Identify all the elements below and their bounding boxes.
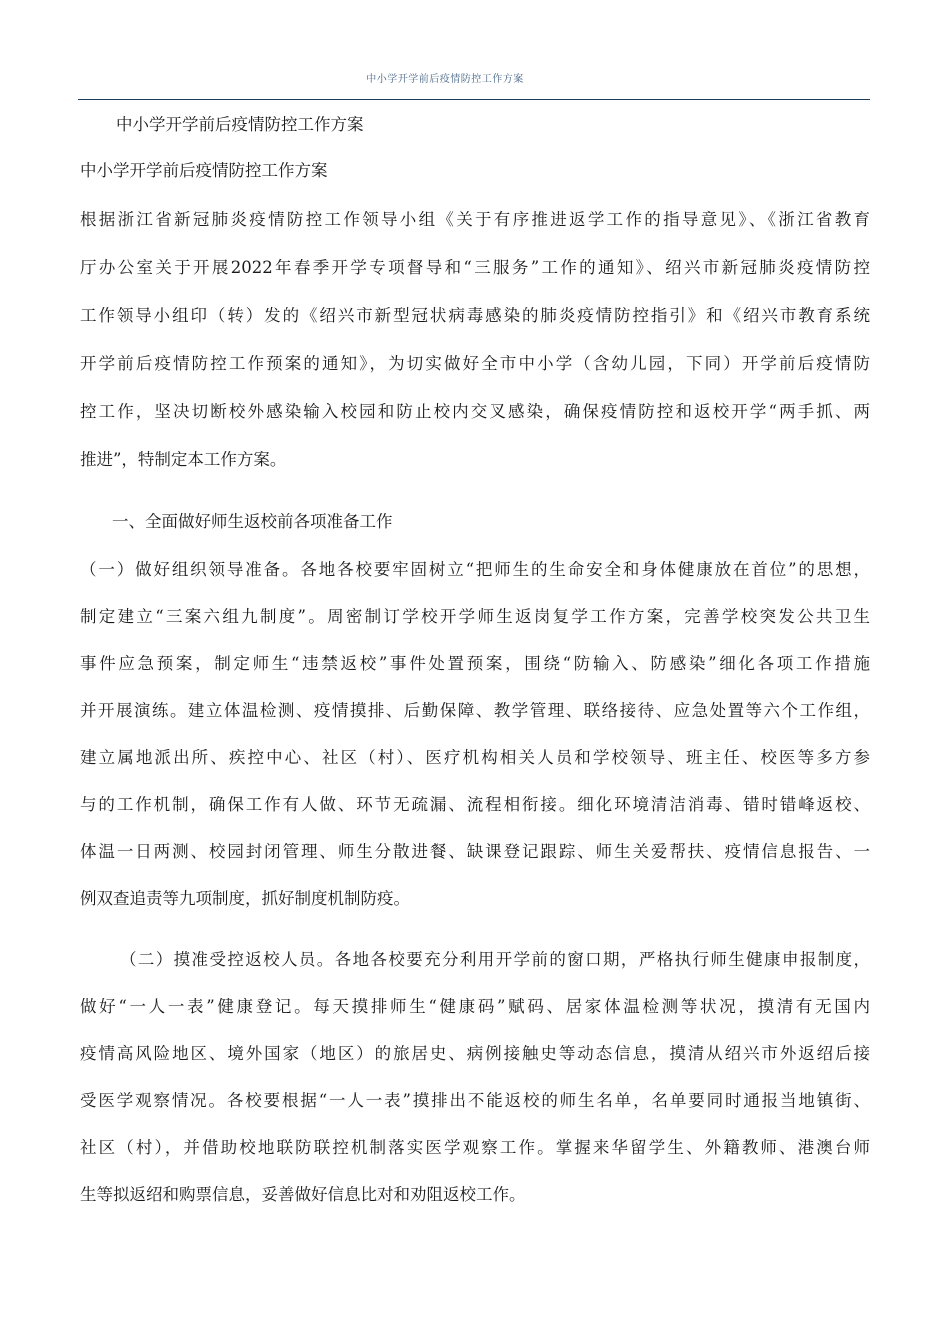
para1-line: 制定建立“三案六组九制度”。周密制订学校开学师生返岗复学工作方案，完善学校突发公共卫生 — [80, 607, 870, 626]
document-body — [80, 112, 870, 1218]
para1-line: 并开展演练。建立体温检测、疫情摸排、后勤保障、教学管理、联络接待、应急处置等六个工作组， — [80, 701, 870, 720]
intro-line: 控工作，坚决切断校外感染输入校园和防止校内交叉感染，确保疫情防控和返校开学“两手抓、两 — [80, 402, 870, 421]
intro-line: 开学前后疫情防控工作预案的通知》，为切实做好全市中小学（含幼儿园，下同）开学前后疫情防 — [80, 354, 870, 373]
para2-line: 受医学观察情况。各校要根据“一人一表”摸排出不能返校的师生名单，名单要同时通报当地镇街、 — [80, 1091, 870, 1110]
para2-line: （二）摸准受控返校人员。各地各校要充分利用开学前的窗口期，严格执行师生健康申报制度， — [120, 950, 870, 969]
running-header: 中小学开学前后疫情防控工作方案 — [366, 74, 524, 85]
para1-line: 建立属地派出所、疾控中心、社区（村）、医疗机构相关人员和学校领导、班主任、校医等多方参 — [80, 748, 870, 767]
document-title: 中小学开学前后疫情防控工作方案 — [80, 161, 328, 180]
intro-line: 工作领导小组印（转）发的《绍兴市新型冠状病毒感染的肺炎疫情防控指引》和《绍兴市教育系统 — [80, 306, 870, 325]
para1-line: 与的工作机制，确保工作有人做、环节无疏漏、流程相衔接。细化环境清洁消毒、错时错峰返校、 — [80, 795, 870, 814]
para2-line: 社区（村），并借助校地联防联控机制落实医学观察工作。掌握来华留学生、外籍教师、港澳台师 — [80, 1138, 870, 1157]
para1-line: （一）做好组织领导准备。各地各校要牢固树立“把师生的生命安全和身体健康放在首位”的思想， — [80, 560, 870, 579]
para2-line: 做好“一人一表”健康登记。每天摸排师生“健康码”赋码、居家体温检测等状况，摸清有无国内 — [80, 997, 870, 1016]
intro-line: 厅办公室关于开展2022年春季开学专项督导和“三服务”工作的通知》、绍兴市新冠肺炎疫情防控 — [80, 258, 870, 277]
para1-line: 例双查追责等九项制度，抓好制度机制防疫。 — [80, 889, 410, 908]
para2-line: 疫情高风险地区、境外国家（地区）的旅居史、病例接触史等动态信息，摸清从绍兴市外返绍后接 — [80, 1044, 870, 1063]
para2-line: 生等拟返绍和购票信息，妥善做好信息比对和劝阻返校工作。 — [80, 1185, 526, 1204]
para1-line: 事件应急预案，制定师生“违禁返校”事件处置预案，围绕“防输入、防感染”细化各项工作措施 — [80, 654, 870, 673]
paragraph-returning-personnel — [80, 936, 870, 1218]
section-heading: 一、全面做好师生返校前各项准备工作 — [112, 512, 393, 531]
para1-line: 体温一日两测、校园封闭管理、师生分散进餐、缺课登记跟踪、师生关爱帮扶、疫情信息报告、一 — [80, 842, 870, 861]
intro-paragraph — [80, 196, 870, 484]
paragraph-organization — [80, 546, 870, 922]
intro-line: 根据浙江省新冠肺炎疫情防控工作领导小组《关于有序推进返学工作的指导意见》、《浙江省教育 — [80, 210, 870, 229]
header-divider — [78, 99, 870, 100]
intro-line: 推进”，特制定本工作方案。 — [80, 450, 287, 469]
document-title-indented: 中小学开学前后疫情防控工作方案 — [116, 115, 364, 134]
